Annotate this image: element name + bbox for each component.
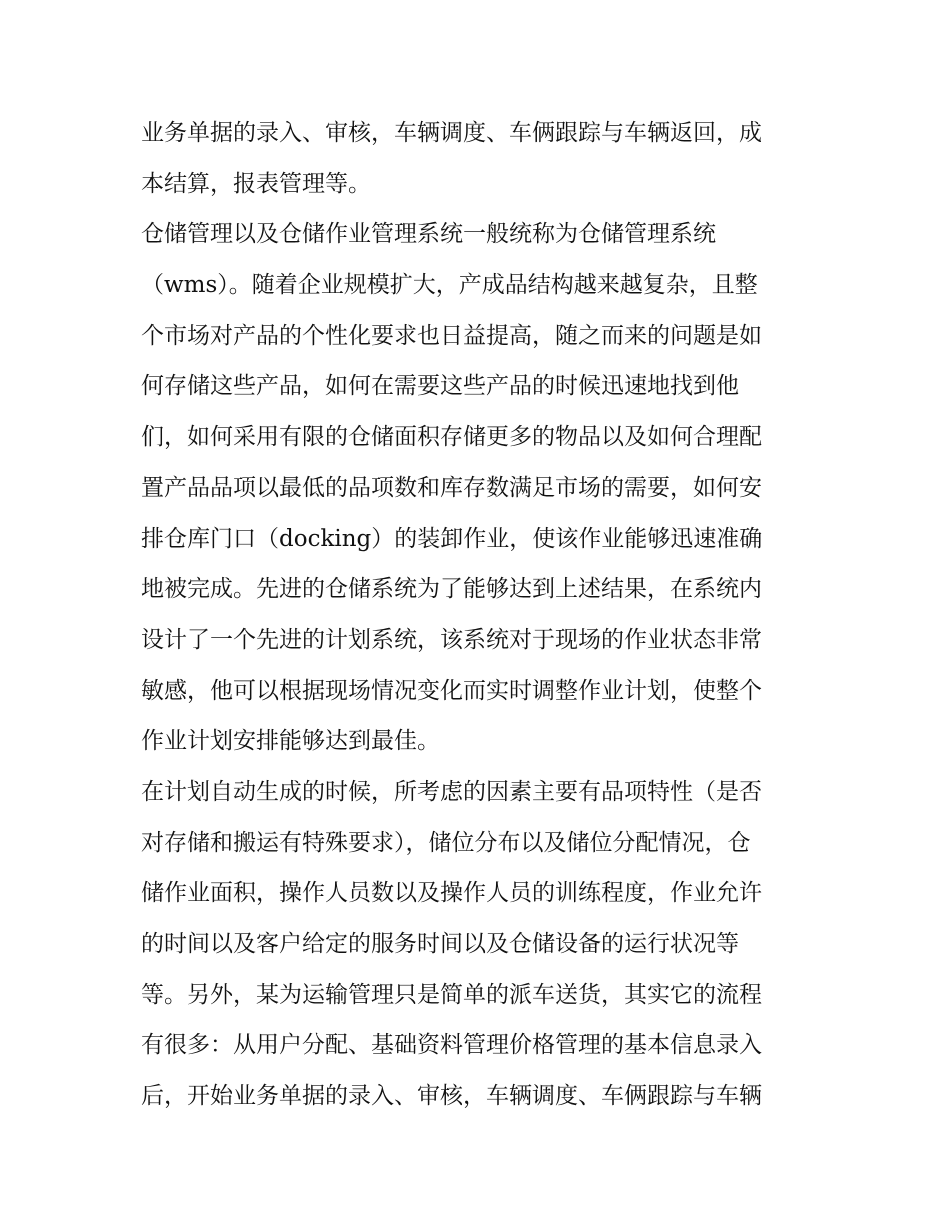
text-line-10: 地被完成。先进的仓储系统为了能够达到上述结果，在系统内 xyxy=(141,576,762,603)
text-line-18: 等。另外，某为运输管理只是简单的派车送货，其实它的流程 xyxy=(141,981,762,1008)
text-line-15: 对存储和搬运有特殊要求），储位分布以及储位分配情况，仓 xyxy=(141,829,751,856)
text-line-9: 排仓库门口（docking）的装卸作业，使该作业能够迅速准确 xyxy=(141,525,763,552)
text-line-7: 们，如何采用有限的仓储面积存储更多的物品以及如何合理配 xyxy=(141,424,762,451)
text-line-17: 的时间以及客户给定的服务时间以及仓储设备的运行状况等 xyxy=(141,931,739,957)
text-line-11: 设计了一个先进的计划系统，该系统对于现场的作业状态非常 xyxy=(141,626,762,653)
text-line-14: 在计划自动生成的时候，所考虑的因素主要有品项特性（是否 xyxy=(141,778,762,805)
text-line-13: 作业计划安排能够达到最佳。 xyxy=(141,728,440,755)
text-line-20: 后，开始业务单据的录入、审核，车辆调度、车俩跟踪与车辆 xyxy=(141,1083,762,1110)
text-line-1: 业务单据的录入、审核，车辆调度、车俩跟踪与车辆返回，成 xyxy=(141,120,762,146)
text-line-2: 本结算，报表管理等。 xyxy=(141,170,371,197)
body-text xyxy=(141,108,821,1122)
text-line-19: 有很多：从用户分配、基础资料管理价格管理的基本信息录入 xyxy=(141,1032,762,1059)
text-line-6: 何存储这些产品，如何在需要这些产品的时候迅速地找到他 xyxy=(141,373,739,400)
text-line-5: 个市场对产品的个性化要求也日益提高，随之而来的问题是如 xyxy=(141,322,762,349)
text-line-12: 敏感，他可以根据现场情况变化而实时调整作业计划，使整个 xyxy=(141,677,762,704)
text-line-8: 置产品品项以最低的品项数和库存数满足市场的需要，如何安 xyxy=(141,474,762,501)
text-line-3: 仓储管理以及仓储作业管理系统一般统称为仓储管理系统 xyxy=(141,221,716,248)
text-line-4: （wms）。随着企业规模扩大，产成品结构越来越复杂，且整 xyxy=(141,272,758,299)
text-line-16: 储作业面积，操作人员数以及操作人员的训练程度，作业允许 xyxy=(141,880,762,907)
